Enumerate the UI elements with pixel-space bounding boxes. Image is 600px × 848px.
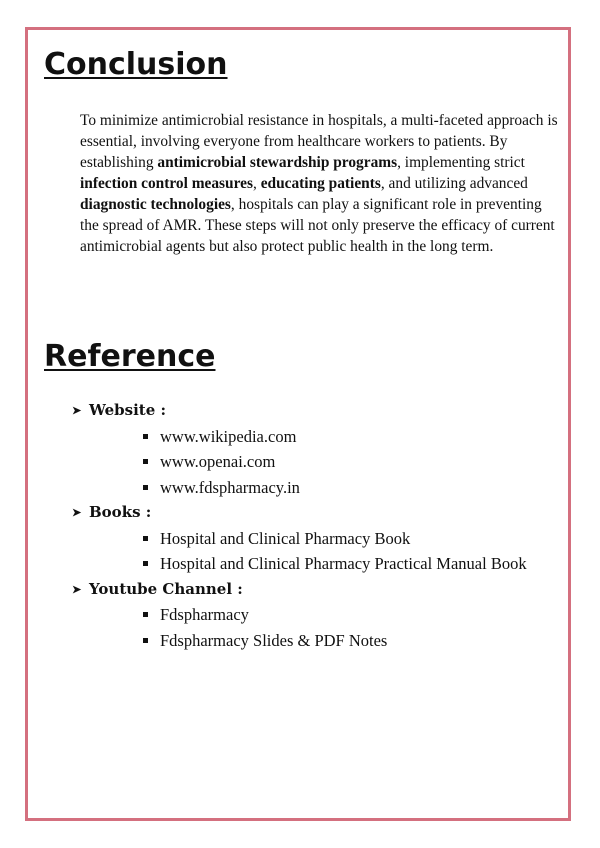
conclusion-bold-1: antimicrobial stewardship programs <box>157 154 398 171</box>
reference-heading: Reference <box>44 339 216 374</box>
conclusion-text-2: , implementing strict <box>397 154 525 171</box>
reference-list <box>72 398 562 653</box>
category-label-text: Books : <box>89 503 152 521</box>
square-bullet-icon <box>143 612 148 617</box>
reference-category-label <box>72 398 562 424</box>
square-bullet-icon <box>143 434 148 439</box>
conclusion-paragraph <box>80 110 562 257</box>
arrow-icon: ➤ <box>72 404 82 418</box>
reference-item-text: Fdspharmacy Slides & PDF Notes <box>160 630 388 650</box>
reference-item <box>143 602 562 628</box>
reference-item-text: www.fdspharmacy.in <box>160 477 300 497</box>
reference-item <box>143 449 562 475</box>
square-bullet-icon <box>143 459 148 464</box>
reference-item-text: www.openai.com <box>160 452 276 471</box>
reference-category-label <box>72 500 562 526</box>
reference-item <box>143 475 562 501</box>
conclusion-text-4: , and utilizing advanced <box>380 175 528 192</box>
reference-sub-list <box>72 424 562 501</box>
reference-sub-list <box>72 526 562 577</box>
reference-item <box>143 628 562 654</box>
reference-category-label <box>72 577 562 603</box>
reference-category-website <box>72 398 562 500</box>
conclusion-bold-2: infection control measures <box>80 175 253 192</box>
category-label-text: Website : <box>89 401 167 419</box>
category-label-text: Youtube Channel : <box>89 579 243 598</box>
reference-item-text: Hospital and Clinical Pharmacy Book <box>160 528 411 548</box>
reference-item <box>143 551 562 577</box>
reference-item <box>143 424 562 450</box>
reference-item-text: Hospital and Clinical Pharmacy Practical Manual Book <box>160 554 527 573</box>
arrow-icon: ➤ <box>72 506 82 520</box>
square-bullet-icon <box>143 638 148 643</box>
square-bullet-icon <box>143 561 148 566</box>
conclusion-bold-3: educating patients <box>260 175 381 192</box>
square-bullet-icon <box>143 485 148 490</box>
reference-item-text: Fdspharmacy <box>160 605 249 624</box>
reference-category-youtube <box>72 577 562 654</box>
reference-sub-list <box>72 602 562 653</box>
reference-item <box>143 526 562 552</box>
conclusion-text-1: To minimize antimicrobial resistance in hospitals, a multi-faceted approach is essential, involving everyone from healthcare workers to patients. By establishing <box>80 112 558 171</box>
conclusion-text-5: , hospitals can play a significant role in preventing the spread of AMR. These steps will not only preserve the efficacy of current antimicrobial agents but also protect public health in the long term. <box>80 196 555 255</box>
conclusion-text-3: , <box>252 175 261 192</box>
arrow-icon: ➤ <box>72 582 82 596</box>
conclusion-bold-4: diagnostic technologies <box>80 196 231 213</box>
reference-item-text: www.wikipedia.com <box>160 426 297 446</box>
conclusion-heading: Conclusion <box>44 47 228 82</box>
reference-category-books <box>72 500 562 577</box>
square-bullet-icon <box>143 536 148 541</box>
